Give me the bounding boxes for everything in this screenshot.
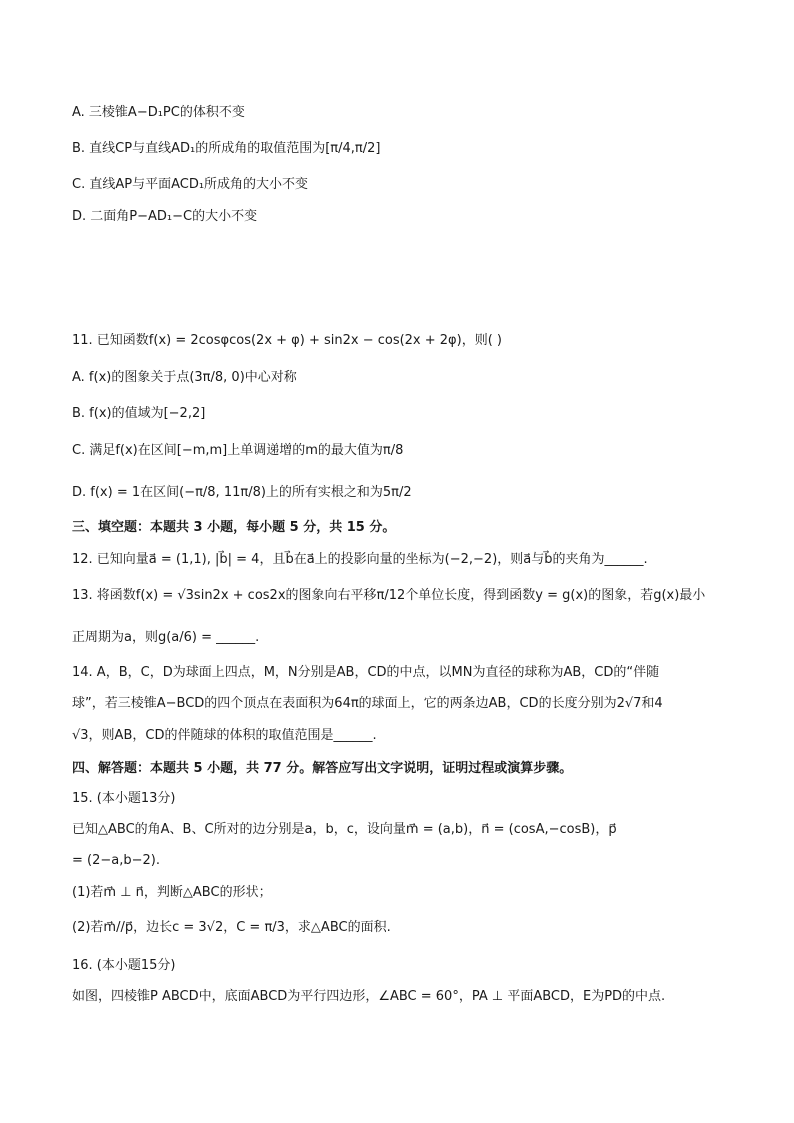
q10-option-b: B. 直线CP与直线AD₁的所成角的取值范围为[π/4,π/2] <box>72 141 381 156</box>
q11-option-d: D. f(x) = 1在区间(−π/8, 11π/8)上的所有实根之和为5π/2 <box>72 485 412 500</box>
q15-header: 15. (本小题13分) <box>72 791 176 806</box>
q16-line-1: 如图，四棱锥P ABCD中，底面ABCD为平行四边形，∠ABC = 60°，PA ⊥ 平面ABCD，E为PD的中点. <box>72 989 666 1004</box>
q16-header: 16. (本小题15分) <box>72 958 176 973</box>
q14-line-1: 14. A，B，C，D为球面上四点，M，N分别是AB，CD的中点，以MN为直径的球称为AB，CD的“伴随 <box>72 665 660 680</box>
q12-text: 12. 已知向量a⃗ = (1,1), |b⃗| = 4，且b⃗在a⃗上的投影向量的坐标为(−2,−2)，则a⃗与b⃗的夹角为______. <box>72 552 648 567</box>
q14-line-3: √3，则AB，CD的伴随球的体积的取值范围是______. <box>72 728 377 743</box>
q15-line-4: (2)若m⃗//p⃗，边长c = 3√2，C = π/3，求△ABC的面积. <box>72 920 391 935</box>
q11-option-b: B. f(x)的值域为[−2,2] <box>72 406 206 421</box>
section-4-title: 四、解答题：本题共 5 小题，共 77 分。解答应写出文字说明，证明过程或演算步骤。 <box>72 761 573 776</box>
q10-option-d: D. 二面角P−AD₁−C的大小不变 <box>72 209 258 224</box>
q10-option-a: A. 三棱锥A−D₁PC的体积不变 <box>72 105 245 120</box>
q11-option-a: A. f(x)的图象关于点(3π/8, 0)中心对称 <box>72 370 297 385</box>
q13-line-2: 正周期为a，则g(a/6) = ______. <box>72 630 260 645</box>
q15-line-2: = (2−a,b−2). <box>72 853 160 868</box>
q15-line-1: 已知△ABC的角A、B、C所对的边分别是a，b，c，设向量m⃗ = (a,b)，n⃗ = (cosA,−cosB)，p⃗ <box>72 822 617 837</box>
section-3-title: 三、填空题：本题共 3 小题，每小题 5 分，共 15 分。 <box>72 520 396 535</box>
q13-line-1: 13. 将函数f(x) = √3sin2x + cos2x的图象向右平移π/12个单位长度，得到函数y = g(x)的图象，若g(x)最小 <box>72 588 706 603</box>
q11-stem: 11. 已知函数f(x) = 2cosφcos(2x + φ) + sin2x − cos(2x + 2φ)，则( ) <box>72 333 502 348</box>
q11-option-c: C. 满足f(x)在区间[−m,m]上单调递增的m的最大值为π/8 <box>72 443 404 458</box>
q10-option-c: C. 直线AP与平面ACD₁所成角的大小不变 <box>72 177 309 192</box>
q14-line-2: 球”，若三棱锥A−BCD的四个顶点在表面积为64π的球面上，它的两条边AB，CD的长度分别为2√7和4 <box>72 696 663 711</box>
q15-line-3: (1)若m⃗ ⊥ n⃗，判断△ABC的形状； <box>72 885 272 900</box>
